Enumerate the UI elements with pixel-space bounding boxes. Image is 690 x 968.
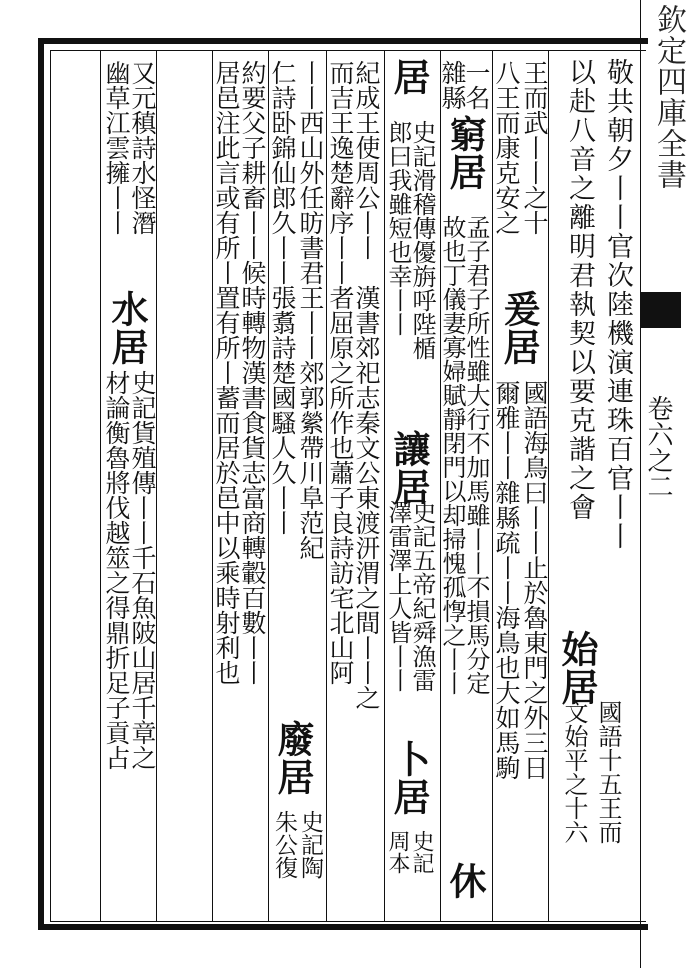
text-column-4-top: 八王而康克安之 — [492, 60, 521, 235]
text-column-9-side-b: 周本 — [385, 830, 410, 874]
text-column-1: 敬共朝夕丨丨官次陸機演連珠百官丨丨 — [602, 58, 633, 551]
fish-tail-mark — [640, 292, 681, 328]
text-column-8-top: 郎曰我雖短也幸丨丨 — [384, 120, 412, 336]
heading-bu-ju: 卜居 — [387, 740, 431, 816]
text-column-14: 約要父子耕畜丨丨候時轉物漢書食貨志富商轉轂百數丨丨 — [238, 60, 267, 685]
text-column-3-tail: 國語海鳥曰丨丨止於魯東門之外三日 — [520, 380, 549, 780]
text-column-5-top-a: 一名 — [462, 60, 491, 110]
heading-yuan-ju: 爰居 — [497, 290, 541, 366]
heading-fei-ju: 廢居 — [271, 720, 315, 796]
text-column-2: 以赴八音之離明君執契以要克諧之會 — [564, 58, 595, 522]
text-column-3-top: 王而武丨丨之十 — [520, 60, 549, 235]
text-column-11: 而吉王逸楚辭序丨丨者屈原之所作也蕭子良詩訪宅北山阿 — [326, 60, 355, 685]
text-column-4-tail: 爾雅丨丨雜縣疏丨丨海鳥也大如馬駒 — [492, 380, 521, 780]
heading-ju: 居 — [387, 58, 431, 96]
text-column-13-side-a: 史記陶 — [297, 810, 323, 879]
text-column-17: 幽草江雲擁丨丨 — [102, 60, 131, 235]
book-header: 欽定四庫全書 — [651, 4, 686, 190]
heading-qiong-ju: 窮居 — [443, 115, 487, 191]
juan-label: 卷六之二 — [643, 395, 673, 499]
text-column-5-top-b: 雜縣 — [438, 60, 467, 110]
text-column-7: 史記滑稽傳優旃呼陛楯 — [408, 120, 436, 360]
text-column-13: 仁詩卧錦仙郎久丨丨張翥詩楚國騷人久丨丨 — [268, 60, 297, 535]
text-column-2-side-b: 文始平之十六 — [560, 700, 588, 844]
text-column-16: 又元稹詩水怪潛 — [128, 60, 157, 235]
text-column-2-side-a: 國語十五王而 — [594, 700, 622, 844]
text-column-17-tail: 材論衡魯將伐越筮之得鼎折足子貢占 — [102, 370, 131, 770]
heading-shi-ju: 始居 — [555, 630, 599, 706]
text-column-5-tail: 孟子君子所性雖大行不加馬雖丨丨不損馬分定 — [462, 215, 490, 695]
text-column-8-tail: 史記五帝紀舜漁雷 — [408, 500, 436, 692]
heading-xiu: 休 — [443, 862, 487, 900]
heading-rang-ju: 讓居 — [387, 430, 431, 506]
text-column-13-side-b: 朱公復 — [271, 810, 297, 879]
text-column-10: 紀成王使周公丨丨 漢書郊祀志秦文公東渡汧渭之間丨丨之 — [352, 60, 381, 710]
text-column-6-tail: 故也丁儀妻寡婦賦靜閉門以却掃愧孤惸之丨丨 — [438, 215, 466, 695]
column-rule — [100, 51, 101, 921]
text-column-12: 丨丨西山外任昉書君王丨丨郊郭縈帶川阜范紀 — [296, 60, 325, 560]
text-column-9-side-a: 史記 — [409, 830, 434, 874]
heading-shui-ju: 水居 — [105, 290, 149, 366]
text-column-15: 居邑注此言或有所丨置有所丨蓄而居於邑中以乘時射利也 — [212, 60, 241, 685]
text-column-16-tail: 史記貨殖傳丨丨千石魚陂山居千章之 — [128, 370, 157, 770]
text-column-9: 澤雷澤上人皆丨丨 — [384, 500, 412, 692]
